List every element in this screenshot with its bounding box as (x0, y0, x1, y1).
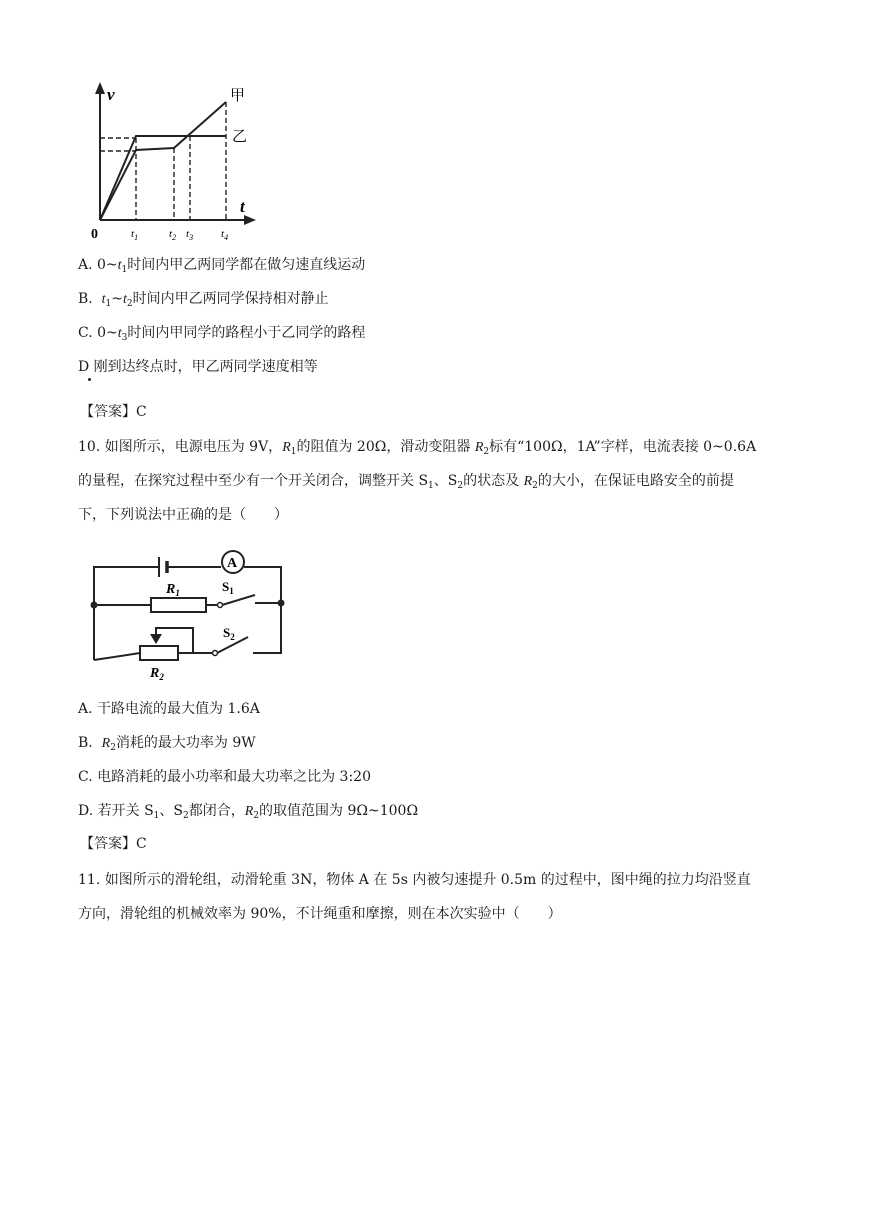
q9-option-c-text: 时间内甲同学的路程小于乙同学的路程 (127, 325, 366, 341)
tick-t1: $t_1$ (131, 228, 139, 242)
s1-pivot (218, 603, 223, 608)
v-axis-label: v (107, 85, 115, 104)
q10-option-d-mid2: 都闭合， (188, 803, 245, 819)
q9-option-b-text: 时间内甲乙两同学保持相对静止 (132, 291, 329, 307)
q9-option-a-text: 时间内甲乙两同学都在做匀速直线运动 (127, 257, 366, 273)
ammeter-label: A (227, 556, 238, 571)
q10-option-a: A. 干路电流的最大值为 1.6A (78, 701, 260, 717)
q9-option-b (78, 289, 329, 314)
junction-right (278, 600, 285, 607)
rheostat-slider-arrow (150, 634, 162, 644)
q10-option-b-r: R (101, 736, 111, 751)
q9-option-b-tilde: ~ (111, 291, 123, 307)
q10-option-d (78, 801, 418, 826)
q9-option-c (78, 323, 365, 348)
q10-option-d-s2-sub: 2 (183, 811, 189, 821)
q9-option-c-prefix: C. 0 (78, 325, 107, 341)
rheostat-slider-wire (156, 628, 193, 653)
q10-line1-r2-sub: 2 (483, 447, 490, 457)
q9-option-c-tilde: ~ (106, 325, 118, 341)
q10-option-d-r: R (244, 804, 254, 819)
q10-line2-b: 、S (433, 473, 458, 489)
q10-line2-s2-sub: 2 (457, 481, 464, 491)
tick-t2: $t_2$ (169, 228, 177, 242)
q10-line2-r-sub: 2 (532, 481, 538, 491)
q9-answer: 【答案】C (80, 404, 147, 420)
q10-option-d-r-sub: 2 (253, 811, 260, 821)
q10-line2-a: 的量程，在探究过程中至少有一个开关闭合，调整开关 S (78, 473, 429, 489)
s1-switch-blade (222, 595, 255, 605)
q10-option-d-prefix: D. 若开关 S (78, 803, 154, 819)
q10-line1-a: 10. 如图所示，电源电压为 9V， (78, 439, 283, 455)
q10-stem-line2 (78, 471, 734, 496)
q11-stem-line2: 方向，滑轮组的机械效率为 90%，不计绳重和摩擦，则在本次实验中（ ） (78, 906, 562, 922)
q9-option-b-t1: t (101, 292, 106, 307)
q9-option-c-t: t (117, 326, 122, 341)
q10-option-d-mid: 、S (159, 803, 183, 819)
s2-label: $S_2$ (223, 625, 235, 642)
r1-label: $R_1$ (166, 582, 180, 598)
q10-option-c: C. 电路消耗的最小功率和最大功率之比为 3:20 (78, 769, 372, 785)
q11-stem-line1: 11. 如图所示的滑轮组，动滑轮重 3N，物体 A 在 5s 内被匀速提升 0.5m 的过程中，图中绳的拉力均沿竖直 (78, 872, 751, 888)
s2-pivot (213, 651, 218, 656)
q10-line1-r1-sub: 1 (290, 447, 297, 457)
wire-top-left (94, 567, 159, 605)
q10-option-b-prefix: B. (78, 735, 102, 751)
velocity-time-graph (80, 78, 260, 243)
v-axis-arrow (95, 82, 105, 94)
tick-t4: $t_4$ (221, 228, 229, 242)
q9-option-b-prefix: B. (78, 291, 102, 307)
series-yi-label: 乙 (232, 129, 248, 145)
q10-line1-r1: R (282, 440, 291, 455)
q10-line2-d: 的大小，在保证电路安全的前提 (537, 473, 734, 489)
r2-rheostat (140, 646, 178, 660)
q10-answer: 【答案】C (80, 836, 147, 852)
q10-line2-c: 的状态及 (463, 473, 524, 489)
q10-stem-line3: 下，下列说法中正确的是（ ） (78, 507, 288, 523)
q9-option-b-sub2: 2 (126, 299, 133, 309)
q9-option-a (78, 255, 365, 280)
q9-option-c-sub: 3 (121, 333, 128, 343)
t-axis-arrow (244, 215, 256, 225)
q10-line1-c: 标有“100Ω，1A”字样，电流表接 0~0.6A (489, 439, 757, 455)
r1-resistor (151, 598, 206, 612)
q9-option-b-t2: t (123, 292, 127, 307)
q10-line1-r2: R (474, 440, 484, 455)
q9-option-d: D 刚到达终点时，甲乙两同学速度相等 (78, 359, 318, 375)
series-jia-line (100, 102, 226, 220)
q9-option-a-t: t (117, 258, 122, 273)
wire-right-vertical (253, 603, 281, 653)
origin-label: 0 (91, 227, 98, 242)
q9-option-a-sub: 1 (121, 265, 128, 275)
q9-option-b-sub1: 1 (105, 299, 112, 309)
q10-line1-b: 的阻值为 20Ω，滑动变阻器 (296, 439, 475, 455)
q10-stem-line1 (78, 437, 756, 462)
series-jia-label: 甲 (230, 88, 246, 104)
s1-label: $S_1$ (222, 579, 234, 596)
q10-line2-r: R (523, 474, 533, 489)
wire-branch2-left (94, 653, 140, 660)
tick-t3: $t_3$ (186, 228, 194, 242)
q10-line2-s1-sub: 1 (428, 481, 434, 491)
q9-option-a-prefix: A. 0 (78, 257, 106, 273)
q9-option-a-tilde: ~ (105, 257, 118, 273)
q10-option-d-s1-sub: 1 (153, 811, 160, 821)
circuit-diagram (88, 545, 293, 685)
q10-option-b (78, 733, 256, 758)
stray-dot (88, 378, 91, 381)
q10-option-d-text: 的取值范围为 9Ω~100Ω (259, 803, 419, 819)
junction-left (91, 602, 98, 609)
t-axis-label: t (240, 197, 245, 216)
q10-option-b-text: 消耗的最大功率为 9W (115, 735, 256, 751)
q10-option-b-sub: 2 (110, 743, 116, 753)
r2-label: $R_2$ (150, 666, 164, 682)
